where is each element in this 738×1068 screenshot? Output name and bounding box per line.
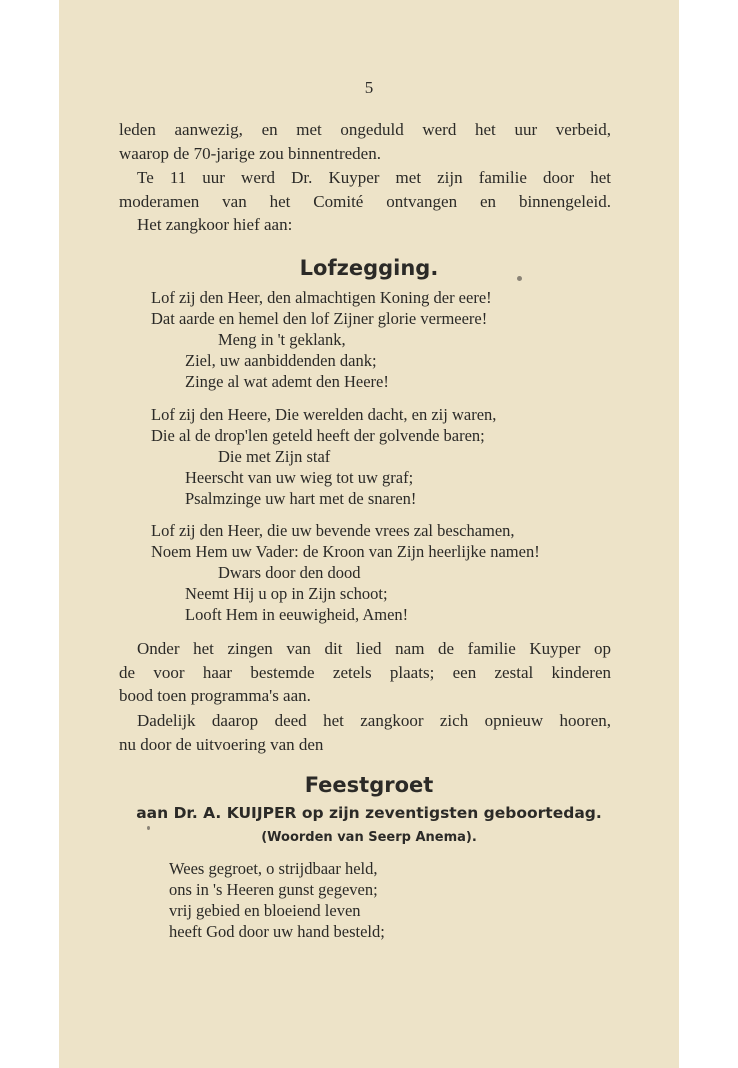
verse-line: Wees gegroet, o strijdbaar held, [169,859,378,878]
feestgroet-verse [169,858,385,942]
song-title-lofzegging: Lofzegging. [299,256,439,280]
text-line: de voor haar bestemde zetels plaats; een zestal kinderen [119,662,611,682]
verse-line: Dat aarde en hemel den lof Zijner glorie vermeere! [151,309,488,328]
text-line: bood toen programma's aan. [119,686,311,705]
verse-line: heeft God door uw hand besteld; [169,922,385,941]
text-line: Het zangkoor hief aan: [137,215,293,234]
paragraph-attendance [119,118,611,165]
verse-line: Die met Zijn staf [218,447,331,466]
page-number: 5 [364,78,374,97]
verse-line: Die al de drop'len geteld heeft der golvende baren; [151,426,485,445]
verse-line: Psalmzinge uw hart met de snaren! [185,489,417,508]
song-credit: (Woorden van Seerp Anema). [261,830,477,845]
verse-line: Lof zij den Heer, den almachtigen Koning der eere! [151,288,492,307]
paragraph-choir [119,709,611,756]
verse-line: Neemt Hij u op in Zijn schoot; [185,584,388,603]
text-line: leden aanwezig, en met ongeduld werd het uur verbeid, [119,120,611,139]
verse-line: Lof zij den Heer, die uw bevende vrees zal beschamen, [151,521,515,540]
verse-line: Lof zij den Heere, Die werelden dacht, en zij waren, [151,405,497,424]
stanza-1 [151,287,492,392]
stanza-2 [151,404,496,509]
text-line: nu door de uitvoering van den [119,734,324,754]
verse-line: Dwars door den dood [218,563,361,582]
paragraph-seating [119,637,611,708]
text-line: moderamen van het Comité ontvangen en binnengeleid. [119,191,611,211]
text-line: Te 11 uur werd Dr. Kuyper met zijn familie door het [137,168,611,187]
text-line: Dadelijk daarop deed het zangkoor zich opnieuw hooren, [137,711,611,730]
book-page [59,0,679,1068]
paragraph-arrival [119,166,611,237]
song-subtitle: aan Dr. A. KUIJPER op zijn zeventigsten geboortedag. [136,804,602,822]
text-line: waarop de 70-jarige zou binnentreden. [119,143,381,163]
text-line: Onder het zingen van dit lied nam de familie Kuyper op [137,639,611,658]
verse-line: ons in 's Heeren gunst gegeven; [169,880,378,899]
verse-line: Looft Hem in eeuwigheid, Amen! [185,605,409,624]
verse-line: Noem Hem uw Vader: de Kroon van Zijn heerlijke namen! [151,542,540,561]
verse-line: Heerscht van uw wieg tot uw graf; [185,468,414,487]
verse-line: vrij gebied en bloeiend leven [169,901,361,920]
stanza-3 [151,520,540,625]
verse-line: Zinge al wat ademt den Heere! [185,372,389,391]
verse-line: Ziel, uw aanbiddenden dank; [185,351,377,370]
ink-speck [147,826,150,830]
ink-speck [517,276,522,281]
verse-line: Meng in 't geklank, [218,330,346,349]
song-title-feestgroet: Feestgroet [304,773,434,797]
